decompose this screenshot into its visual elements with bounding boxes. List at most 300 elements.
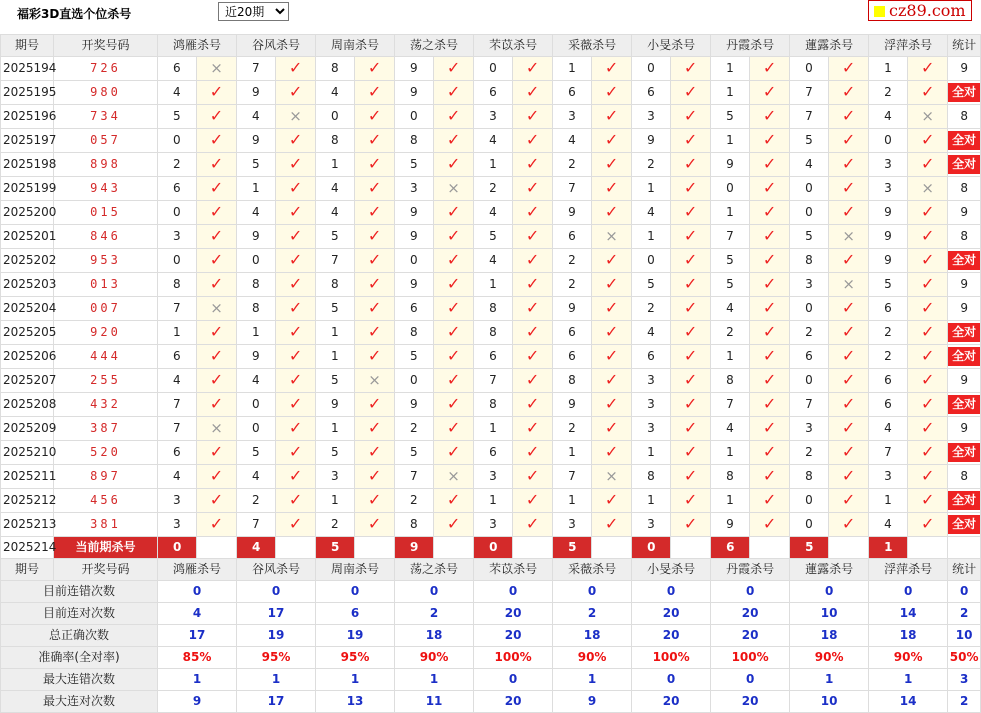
kill-number: 6 bbox=[632, 345, 671, 369]
stats-value: 1 bbox=[553, 669, 632, 691]
result-mark bbox=[434, 201, 474, 225]
issue-cell: 2025211 bbox=[1, 465, 54, 489]
result-mark bbox=[671, 153, 711, 177]
kill-number: 9 bbox=[395, 225, 434, 249]
issue-cell: 2025202 bbox=[1, 249, 54, 273]
col-expert-header[interactable]: 小旻杀号 bbox=[632, 35, 711, 57]
col-expert-header[interactable]: 芣苡杀号 bbox=[474, 35, 553, 57]
stats-value: 90% bbox=[395, 647, 474, 669]
col-expert-header[interactable]: 荡之杀号 bbox=[395, 35, 474, 57]
col-expert-header[interactable]: 蓮露杀号 bbox=[790, 559, 869, 581]
result-mark bbox=[750, 249, 790, 273]
winning-number: 953 bbox=[54, 249, 158, 273]
result-mark bbox=[276, 345, 316, 369]
col-expert-header[interactable]: 芣苡杀号 bbox=[474, 559, 553, 581]
result-mark bbox=[829, 81, 869, 105]
check-icon: ✓ bbox=[762, 346, 777, 365]
result-mark bbox=[750, 417, 790, 441]
kill-number: 1 bbox=[632, 177, 671, 201]
result-mark bbox=[671, 105, 711, 129]
result-mark bbox=[750, 297, 790, 321]
check-icon: ✓ bbox=[920, 418, 935, 437]
kill-number: 4 bbox=[158, 369, 197, 393]
cross-icon: × bbox=[447, 466, 460, 485]
header-row bbox=[1, 35, 981, 57]
col-expert-header[interactable]: 谷风杀号 bbox=[237, 559, 316, 581]
winning-number: 726 bbox=[54, 57, 158, 81]
result-mark bbox=[592, 417, 632, 441]
check-icon: ✓ bbox=[446, 274, 461, 293]
result-mark bbox=[829, 297, 869, 321]
kill-number: 7 bbox=[158, 393, 197, 417]
result-mark bbox=[434, 273, 474, 297]
kill-number: 4 bbox=[237, 465, 276, 489]
result-mark bbox=[513, 225, 553, 249]
kill-number: 2 bbox=[316, 513, 355, 537]
check-icon: ✓ bbox=[762, 322, 777, 341]
check-icon: ✓ bbox=[920, 490, 935, 509]
logo-text: cz89.com bbox=[889, 1, 966, 20]
check-icon: ✓ bbox=[288, 178, 303, 197]
check-icon: ✓ bbox=[367, 322, 382, 341]
kill-number: 2 bbox=[553, 417, 592, 441]
col-expert-header[interactable]: 小旻杀号 bbox=[632, 559, 711, 581]
kill-number: 3 bbox=[869, 153, 908, 177]
check-icon: ✓ bbox=[683, 130, 698, 149]
check-icon: ✓ bbox=[683, 514, 698, 533]
current-kill-blank bbox=[355, 537, 395, 559]
cross-icon: × bbox=[447, 178, 460, 197]
result-mark bbox=[276, 489, 316, 513]
result-mark bbox=[592, 105, 632, 129]
kill-number: 7 bbox=[237, 57, 276, 81]
result-mark bbox=[513, 369, 553, 393]
result-mark bbox=[513, 297, 553, 321]
row-stat bbox=[948, 81, 981, 105]
kill-number: 8 bbox=[395, 129, 434, 153]
table-row bbox=[1, 129, 981, 153]
result-mark bbox=[276, 393, 316, 417]
kill-number: 8 bbox=[632, 465, 671, 489]
kill-number: 1 bbox=[711, 441, 750, 465]
result-mark bbox=[197, 465, 237, 489]
kill-number: 6 bbox=[553, 345, 592, 369]
stats-label: 目前连对次数 bbox=[1, 603, 158, 625]
winning-number: 444 bbox=[54, 345, 158, 369]
current-kill-label: 当前期杀号 bbox=[54, 537, 158, 559]
check-icon: ✓ bbox=[288, 370, 303, 389]
kill-number: 6 bbox=[158, 345, 197, 369]
check-icon: ✓ bbox=[762, 226, 777, 245]
col-win-header: 开奖号码 bbox=[54, 35, 158, 57]
kill-number: 6 bbox=[474, 81, 513, 105]
current-kill-number: 9 bbox=[395, 537, 434, 559]
current-stat-blank bbox=[948, 537, 981, 559]
site-logo[interactable] bbox=[868, 0, 972, 21]
check-icon: ✓ bbox=[209, 322, 224, 341]
result-mark bbox=[592, 489, 632, 513]
result-mark bbox=[829, 489, 869, 513]
result-mark bbox=[513, 321, 553, 345]
kill-number: 1 bbox=[474, 153, 513, 177]
kill-number: 7 bbox=[158, 297, 197, 321]
result-mark bbox=[513, 129, 553, 153]
result-mark bbox=[592, 297, 632, 321]
result-mark bbox=[829, 153, 869, 177]
kill-number: 2 bbox=[553, 249, 592, 273]
cross-icon: × bbox=[210, 298, 223, 317]
stats-header-row bbox=[1, 559, 981, 581]
stats-value: 4 bbox=[158, 603, 237, 625]
check-icon: ✓ bbox=[683, 202, 698, 221]
winning-number: 432 bbox=[54, 393, 158, 417]
stats-value: 10 bbox=[790, 603, 869, 625]
stats-value: 20 bbox=[632, 603, 711, 625]
kill-number: 6 bbox=[395, 297, 434, 321]
period-select[interactable] bbox=[218, 2, 289, 21]
kill-number: 8 bbox=[711, 465, 750, 489]
check-icon: ✓ bbox=[367, 82, 382, 101]
check-icon: ✓ bbox=[841, 322, 856, 341]
kill-number: 9 bbox=[869, 225, 908, 249]
check-icon: ✓ bbox=[367, 226, 382, 245]
result-mark bbox=[671, 465, 711, 489]
check-icon: ✓ bbox=[367, 514, 382, 533]
result-mark bbox=[829, 417, 869, 441]
result-mark bbox=[197, 177, 237, 201]
kill-number: 1 bbox=[158, 321, 197, 345]
kill-number: 0 bbox=[632, 57, 671, 81]
col-expert-header[interactable]: 浮萍杀号 bbox=[869, 35, 948, 57]
result-mark bbox=[671, 273, 711, 297]
result-mark bbox=[434, 345, 474, 369]
kill-number: 2 bbox=[869, 321, 908, 345]
stats-value: 1 bbox=[158, 669, 237, 691]
result-mark bbox=[434, 441, 474, 465]
stats-value: 90% bbox=[553, 647, 632, 669]
result-mark bbox=[750, 201, 790, 225]
stats-value: 0 bbox=[474, 581, 553, 603]
result-mark bbox=[750, 393, 790, 417]
issue-cell: 2025201 bbox=[1, 225, 54, 249]
kill-number: 0 bbox=[316, 105, 355, 129]
kill-number: 2 bbox=[869, 345, 908, 369]
result-mark bbox=[750, 441, 790, 465]
stats-value: 90% bbox=[790, 647, 869, 669]
result-mark bbox=[592, 345, 632, 369]
result-mark bbox=[513, 417, 553, 441]
result-mark bbox=[355, 225, 395, 249]
stats-value: 100% bbox=[474, 647, 553, 669]
row-stat: 9 bbox=[948, 297, 981, 321]
winning-number: 980 bbox=[54, 81, 158, 105]
kill-number: 2 bbox=[395, 489, 434, 513]
result-mark bbox=[671, 201, 711, 225]
check-icon: ✓ bbox=[683, 250, 698, 269]
kill-number: 8 bbox=[474, 393, 513, 417]
result-mark bbox=[513, 81, 553, 105]
kill-number: 2 bbox=[158, 153, 197, 177]
row-stat bbox=[948, 345, 981, 369]
kill-number: 1 bbox=[553, 441, 592, 465]
kill-number: 1 bbox=[632, 225, 671, 249]
kill-number: 8 bbox=[237, 273, 276, 297]
col-expert-header[interactable]: 采薇杀号 bbox=[553, 35, 632, 57]
check-icon: ✓ bbox=[683, 226, 698, 245]
result-mark bbox=[908, 297, 948, 321]
stats-value: 9 bbox=[158, 691, 237, 713]
kill-number: 5 bbox=[395, 441, 434, 465]
kill-number: 5 bbox=[316, 297, 355, 321]
check-icon: ✓ bbox=[446, 442, 461, 461]
col-expert-header[interactable]: 谷风杀号 bbox=[237, 35, 316, 57]
check-icon: ✓ bbox=[604, 394, 619, 413]
check-icon: ✓ bbox=[209, 202, 224, 221]
check-icon: ✓ bbox=[525, 250, 540, 269]
kill-number: 4 bbox=[869, 417, 908, 441]
kill-number: 2 bbox=[553, 153, 592, 177]
check-icon: ✓ bbox=[604, 154, 619, 173]
result-mark bbox=[829, 441, 869, 465]
result-mark bbox=[592, 513, 632, 537]
result-mark bbox=[513, 177, 553, 201]
kill-number: 9 bbox=[395, 201, 434, 225]
result-mark bbox=[908, 393, 948, 417]
check-icon: ✓ bbox=[367, 202, 382, 221]
result-mark bbox=[197, 513, 237, 537]
result-mark bbox=[592, 177, 632, 201]
kill-number: 5 bbox=[474, 225, 513, 249]
kill-number: 4 bbox=[474, 249, 513, 273]
check-icon: ✓ bbox=[841, 58, 856, 77]
kill-number: 0 bbox=[395, 369, 434, 393]
result-mark bbox=[592, 129, 632, 153]
check-icon: ✓ bbox=[525, 298, 540, 317]
kill-number: 1 bbox=[237, 321, 276, 345]
check-icon: ✓ bbox=[367, 106, 382, 125]
check-icon: ✓ bbox=[683, 82, 698, 101]
kill-number: 3 bbox=[158, 225, 197, 249]
current-kill-number: 0 bbox=[474, 537, 513, 559]
check-icon: ✓ bbox=[446, 154, 461, 173]
check-icon: ✓ bbox=[604, 418, 619, 437]
kill-number: 1 bbox=[474, 489, 513, 513]
check-icon: ✓ bbox=[525, 322, 540, 341]
check-icon: ✓ bbox=[841, 394, 856, 413]
table-row bbox=[1, 201, 981, 225]
check-icon: ✓ bbox=[525, 370, 540, 389]
result-mark bbox=[434, 81, 474, 105]
check-icon: ✓ bbox=[367, 442, 382, 461]
kill-number: 9 bbox=[869, 201, 908, 225]
kill-number: 3 bbox=[869, 177, 908, 201]
stats-value: 20 bbox=[474, 603, 553, 625]
col-expert-header[interactable]: 浮萍杀号 bbox=[869, 559, 948, 581]
result-mark bbox=[434, 57, 474, 81]
stats-value: 2 bbox=[553, 603, 632, 625]
result-mark bbox=[513, 201, 553, 225]
stats-value: 95% bbox=[237, 647, 316, 669]
col-expert-header[interactable]: 鸿雁杀号 bbox=[158, 559, 237, 581]
table-row bbox=[1, 513, 981, 537]
kill-number: 7 bbox=[711, 393, 750, 417]
table-row bbox=[1, 369, 981, 393]
check-icon: ✓ bbox=[446, 418, 461, 437]
check-icon: ✓ bbox=[525, 58, 540, 77]
result-mark bbox=[197, 81, 237, 105]
table-row bbox=[1, 153, 981, 177]
check-icon: ✓ bbox=[841, 178, 856, 197]
winning-number: 456 bbox=[54, 489, 158, 513]
result-mark bbox=[197, 105, 237, 129]
cross-icon: × bbox=[921, 106, 934, 125]
kill-number: 8 bbox=[711, 369, 750, 393]
kill-number: 6 bbox=[553, 81, 592, 105]
winning-number: 057 bbox=[54, 129, 158, 153]
all-correct-badge: 全对 bbox=[948, 515, 980, 534]
check-icon: ✓ bbox=[367, 130, 382, 149]
check-icon: ✓ bbox=[209, 514, 224, 533]
all-correct-badge: 全对 bbox=[948, 443, 980, 462]
stats-value: 20 bbox=[711, 625, 790, 647]
check-icon: ✓ bbox=[209, 394, 224, 413]
check-icon: ✓ bbox=[288, 514, 303, 533]
cross-icon: × bbox=[605, 466, 618, 485]
stats-row bbox=[1, 691, 981, 713]
check-icon: ✓ bbox=[841, 370, 856, 389]
kill-number: 0 bbox=[158, 129, 197, 153]
result-mark bbox=[276, 201, 316, 225]
result-mark bbox=[671, 441, 711, 465]
check-icon: ✓ bbox=[446, 514, 461, 533]
row-stat: 9 bbox=[948, 201, 981, 225]
check-icon: ✓ bbox=[841, 466, 856, 485]
result-mark bbox=[355, 81, 395, 105]
kill-number: 2 bbox=[237, 489, 276, 513]
kill-number: 4 bbox=[553, 129, 592, 153]
kill-number: 6 bbox=[158, 177, 197, 201]
result-mark bbox=[513, 273, 553, 297]
check-icon: ✓ bbox=[683, 346, 698, 365]
result-mark bbox=[197, 273, 237, 297]
result-mark bbox=[434, 465, 474, 489]
kill-number: 6 bbox=[869, 297, 908, 321]
check-icon: ✓ bbox=[920, 514, 935, 533]
kill-number: 4 bbox=[237, 369, 276, 393]
kill-number: 4 bbox=[790, 153, 829, 177]
stats-value: 10 bbox=[790, 691, 869, 713]
check-icon: ✓ bbox=[367, 466, 382, 485]
col-expert-header[interactable]: 丹霞杀号 bbox=[711, 559, 790, 581]
check-icon: ✓ bbox=[446, 394, 461, 413]
result-mark bbox=[750, 513, 790, 537]
kill-number: 8 bbox=[474, 321, 513, 345]
check-icon: ✓ bbox=[683, 466, 698, 485]
check-icon: ✓ bbox=[762, 58, 777, 77]
check-icon: ✓ bbox=[683, 274, 698, 293]
result-mark bbox=[276, 465, 316, 489]
kill-number: 9 bbox=[553, 393, 592, 417]
current-kill-blank bbox=[434, 537, 474, 559]
result-mark bbox=[750, 345, 790, 369]
check-icon: ✓ bbox=[841, 106, 856, 125]
cross-icon: × bbox=[605, 226, 618, 245]
result-mark bbox=[355, 441, 395, 465]
check-icon: ✓ bbox=[604, 130, 619, 149]
check-icon: ✓ bbox=[446, 202, 461, 221]
kill-number: 7 bbox=[158, 417, 197, 441]
col-issue-header: 期号 bbox=[1, 559, 54, 581]
check-icon: ✓ bbox=[762, 154, 777, 173]
col-expert-header[interactable]: 周南杀号 bbox=[316, 559, 395, 581]
current-kill-number: 5 bbox=[790, 537, 829, 559]
result-mark bbox=[829, 225, 869, 249]
issue-cell: 2025197 bbox=[1, 129, 54, 153]
col-expert-header[interactable]: 周南杀号 bbox=[316, 35, 395, 57]
check-icon: ✓ bbox=[762, 298, 777, 317]
col-expert-header[interactable]: 丹霞杀号 bbox=[711, 35, 790, 57]
check-icon: ✓ bbox=[762, 442, 777, 461]
col-issue-header: 期号 bbox=[1, 35, 54, 57]
check-icon: ✓ bbox=[683, 154, 698, 173]
result-mark bbox=[671, 129, 711, 153]
stats-value: 20 bbox=[474, 691, 553, 713]
check-icon: ✓ bbox=[367, 250, 382, 269]
stats-value: 0 bbox=[553, 581, 632, 603]
kill-number: 3 bbox=[790, 417, 829, 441]
col-expert-header[interactable]: 荡之杀号 bbox=[395, 559, 474, 581]
col-expert-header[interactable]: 鸿雁杀号 bbox=[158, 35, 237, 57]
all-correct-badge: 全对 bbox=[948, 83, 980, 102]
stats-value: 0 bbox=[632, 669, 711, 691]
result-mark bbox=[355, 417, 395, 441]
winning-number: 846 bbox=[54, 225, 158, 249]
kill-number: 7 bbox=[395, 465, 434, 489]
check-icon: ✓ bbox=[209, 490, 224, 509]
result-mark bbox=[355, 201, 395, 225]
result-mark bbox=[276, 441, 316, 465]
kill-number: 9 bbox=[237, 225, 276, 249]
kill-number: 5 bbox=[316, 369, 355, 393]
kill-number: 8 bbox=[316, 57, 355, 81]
result-mark bbox=[750, 465, 790, 489]
stats-value: 0 bbox=[711, 669, 790, 691]
col-win-header: 开奖号码 bbox=[54, 559, 158, 581]
table-row bbox=[1, 177, 981, 201]
table-row bbox=[1, 225, 981, 249]
stats-value: 14 bbox=[869, 691, 948, 713]
result-mark bbox=[671, 249, 711, 273]
result-mark bbox=[276, 417, 316, 441]
result-mark bbox=[197, 57, 237, 81]
current-kill-number: 5 bbox=[553, 537, 592, 559]
col-expert-header[interactable]: 蓮露杀号 bbox=[790, 35, 869, 57]
result-mark bbox=[434, 129, 474, 153]
row-stat bbox=[948, 129, 981, 153]
stats-value: 100% bbox=[711, 647, 790, 669]
col-expert-header[interactable]: 采薇杀号 bbox=[553, 559, 632, 581]
check-icon: ✓ bbox=[841, 202, 856, 221]
kill-number: 1 bbox=[316, 321, 355, 345]
result-mark bbox=[276, 81, 316, 105]
check-icon: ✓ bbox=[762, 106, 777, 125]
result-mark bbox=[276, 321, 316, 345]
kill-number: 4 bbox=[237, 105, 276, 129]
all-correct-badge: 全对 bbox=[948, 395, 980, 414]
check-icon: ✓ bbox=[920, 394, 935, 413]
cross-icon: × bbox=[842, 226, 855, 245]
kill-number: 2 bbox=[790, 441, 829, 465]
